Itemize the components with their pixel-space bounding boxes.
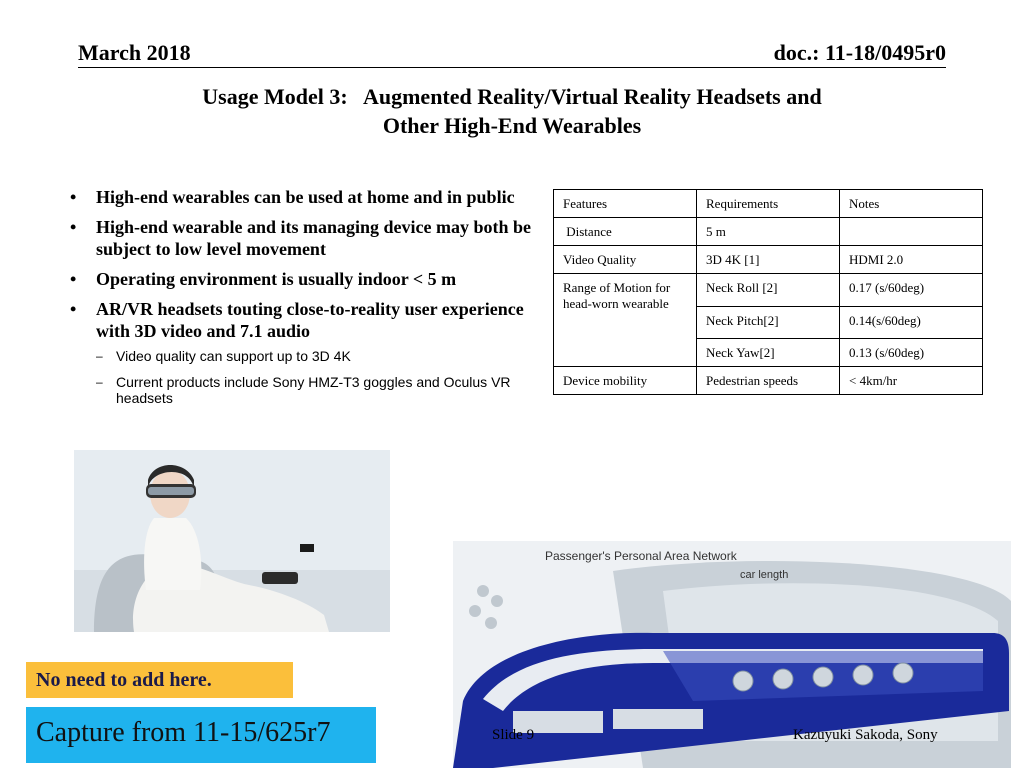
table-cell: Neck Yaw[2]: [697, 339, 840, 367]
table-cell: 0.13 (s/60deg): [840, 339, 983, 367]
table-header-cell: Notes: [840, 190, 983, 218]
sub-bullet-text: Current products include Sony HMZ-T3 goggles and Oculus VR headsets: [116, 374, 511, 406]
table-row: [554, 246, 983, 274]
yellow-note-box: No need to add here.: [26, 662, 293, 698]
sub-bullet-text: Video quality can support up to 3D 4K: [116, 348, 351, 364]
bullet-item: [70, 216, 540, 260]
bullet-marker: •: [70, 269, 77, 289]
table-cell-range-of-motion: Range of Motion for head-worn wearable: [554, 274, 697, 367]
sub-bullet-item: [96, 374, 540, 406]
bullet-marker: •: [70, 299, 77, 319]
table-cell: < 4km/hr: [840, 367, 983, 395]
car-length-label: car length: [740, 569, 789, 581]
bullet-text: AR/VR headsets touting close-to-reality user experience with 3D video and 7.1 audio: [96, 299, 524, 341]
header-divider: [78, 67, 946, 68]
train-diagram-caption: Passenger's Personal Area Network: [545, 549, 737, 563]
blue-note-box: Capture from 11-15/625r7: [26, 707, 376, 763]
bullet-text: High-end wearable and its managing device may both be subject to low level movement: [96, 217, 532, 259]
bullet-item: [70, 298, 540, 342]
slide-number: Slide 9: [492, 727, 535, 743]
bullet-marker: •: [70, 187, 77, 207]
requirements-table: [553, 189, 983, 395]
table-row: [554, 274, 983, 307]
table-cell: HDMI 2.0: [840, 246, 983, 274]
bullet-text: High-end wearables can be used at home and in public: [96, 187, 515, 207]
headset-user-illustration: [74, 450, 390, 632]
table-cell: Neck Pitch[2]: [697, 307, 840, 339]
table-cell: Pedestrian speeds: [697, 367, 840, 395]
bullet-text: Operating environment is usually indoor < 5 m: [96, 269, 457, 289]
bullet-list: [70, 186, 540, 416]
headset-user-photo: [74, 450, 390, 632]
table-cell: 0.17 (s/60deg): [840, 274, 983, 307]
table-header-row: [554, 190, 983, 218]
table-cell: 3D 4K [1]: [697, 246, 840, 274]
header-date: March 2018: [78, 40, 191, 65]
slide-title-line-2: Other High-End Wearables: [382, 113, 642, 138]
bullet-item: [70, 186, 540, 208]
sub-bullet-marker: –: [96, 375, 103, 389]
table-cell: Device mobility: [554, 367, 697, 395]
table-header-cell: Features: [554, 190, 697, 218]
table-row: [554, 218, 983, 246]
bullet-marker: •: [70, 217, 77, 237]
sub-bullet-marker: –: [96, 349, 103, 363]
header-doc-number: doc.: 11-18/0495r0: [773, 40, 946, 65]
bullet-item: [70, 268, 540, 290]
table-row: [554, 367, 983, 395]
table-cell: 0.14(s/60deg): [840, 307, 983, 339]
table-cell: Distance: [554, 218, 697, 246]
slide-title-line-1: Usage Model 3: Augmented Reality/Virtual Reality Headsets and: [202, 84, 822, 109]
slide-title: [100, 82, 924, 140]
table-cell: [840, 218, 983, 246]
footer-author: Kazuyuki Sakoda, Sony: [793, 727, 938, 743]
table-cell: Neck Roll [2]: [697, 274, 840, 307]
sub-bullet-item: [96, 348, 540, 364]
table-cell: 5 m: [697, 218, 840, 246]
table-cell: Video Quality: [554, 246, 697, 274]
table-header-cell: Requirements: [697, 190, 840, 218]
